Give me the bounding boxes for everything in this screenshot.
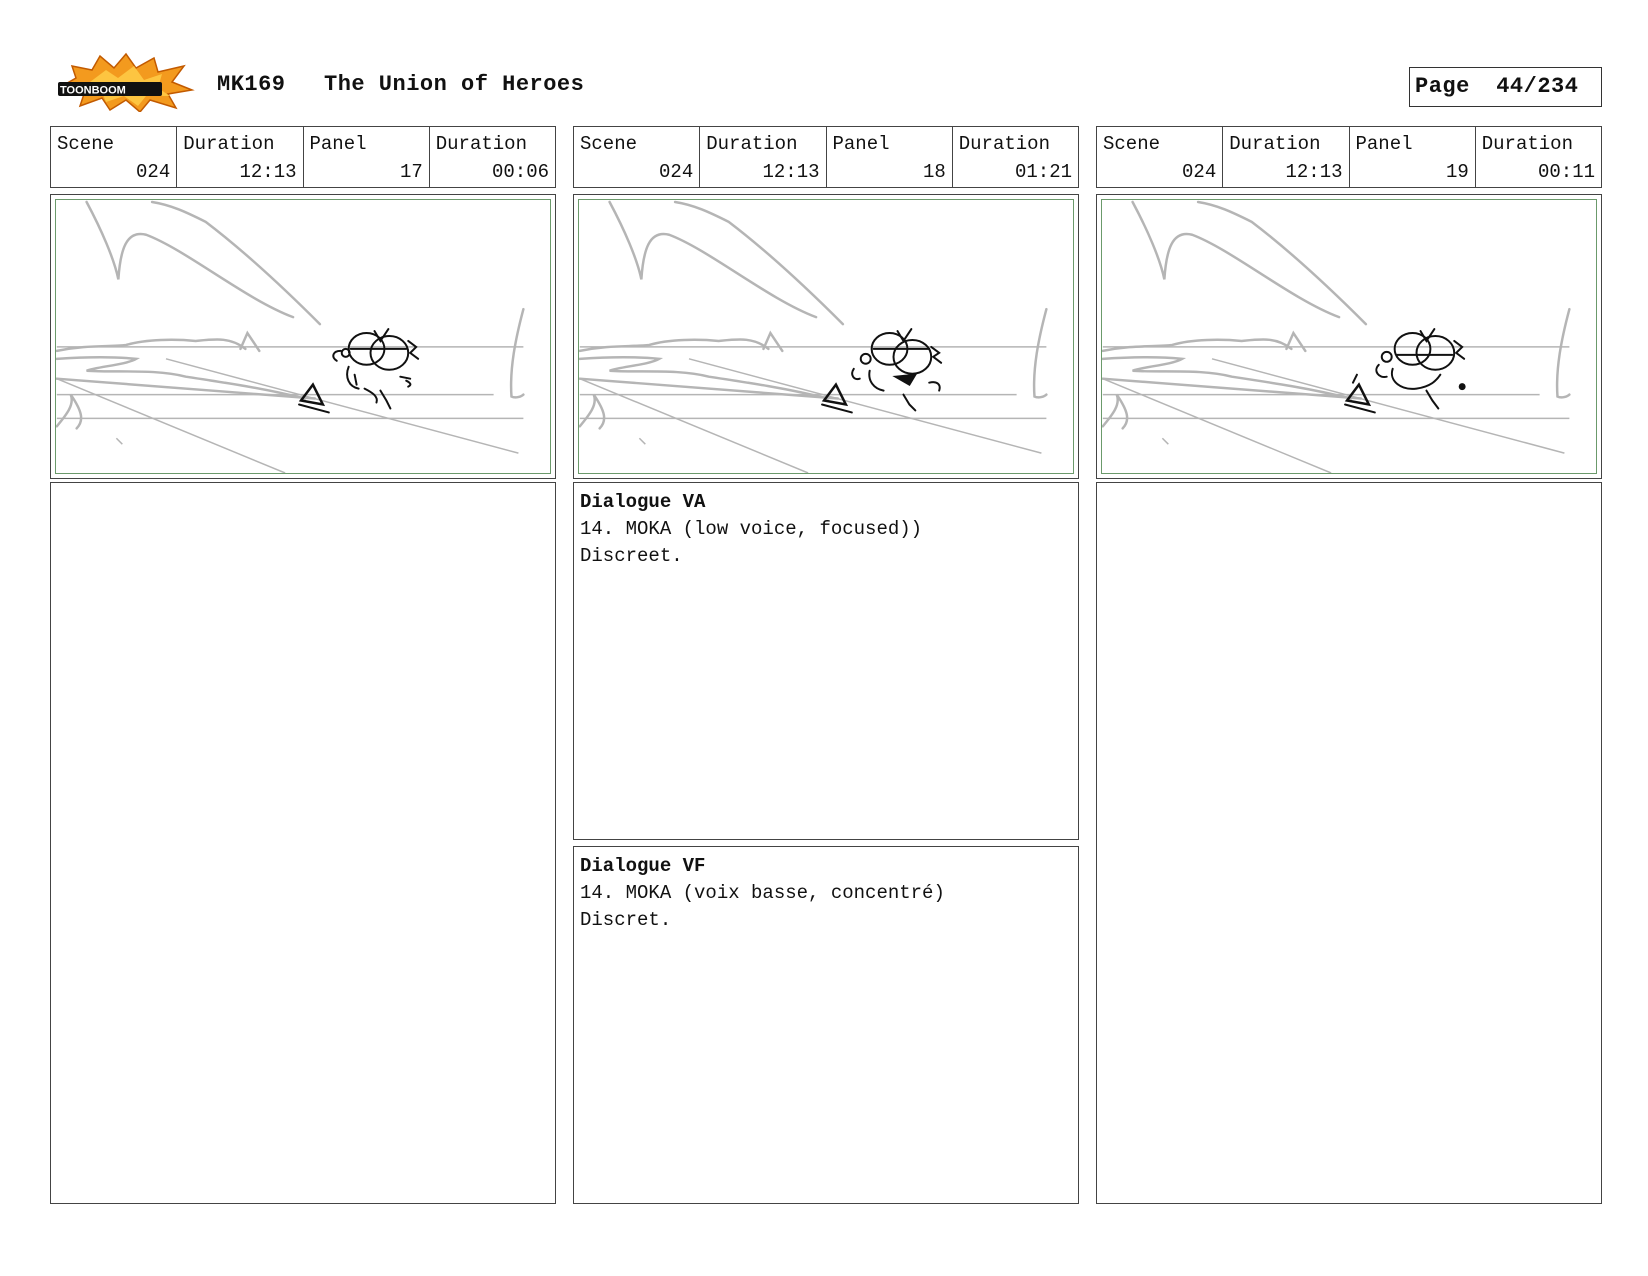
scene-number: 024 xyxy=(1182,161,1217,183)
project-code: MK169 xyxy=(217,72,286,97)
panel-column-18 xyxy=(573,126,1079,931)
panel-label: Panel xyxy=(309,133,367,155)
sketch-drawing xyxy=(578,199,1074,474)
toonboom-logo xyxy=(54,52,196,112)
page-number: 44/234 xyxy=(1496,74,1579,99)
scene-label: Scene xyxy=(580,133,638,155)
project-title: The Union of Heroes xyxy=(324,72,585,97)
storyboard-frame[interactable] xyxy=(573,194,1079,479)
dialogue-va-heading: Dialogue VA xyxy=(580,491,706,513)
scene-number: 024 xyxy=(136,161,171,183)
panel-label: Panel xyxy=(1355,133,1413,155)
panel-duration: 00:06 xyxy=(491,161,549,183)
dialogue-vf-box xyxy=(573,846,1079,1204)
panel-column-19 xyxy=(1096,126,1602,479)
panel-duration-label: Duration xyxy=(958,133,1050,155)
sketch-drawing xyxy=(1101,199,1597,474)
scene-number: 024 xyxy=(659,161,694,183)
storyboard-frame[interactable] xyxy=(50,194,556,479)
dialogue-vf-line: 14. MOKA (voix basse, concentré) xyxy=(580,882,945,904)
panel-number: 17 xyxy=(399,161,423,183)
dialogue-va-line: Discreet. xyxy=(580,545,683,567)
panel-label: Panel xyxy=(832,133,890,155)
panel-info xyxy=(1096,126,1602,188)
panel-number: 18 xyxy=(922,161,946,183)
panel-info xyxy=(50,126,556,188)
scene-duration: 12:13 xyxy=(762,161,820,183)
panel-duration: 00:11 xyxy=(1537,161,1595,183)
scene-duration-label: Duration xyxy=(1229,133,1321,155)
storyboard-frame[interactable] xyxy=(1096,194,1602,479)
dialogue-va-line: 14. MOKA (low voice, focused)) xyxy=(580,518,923,540)
scene-duration: 12:13 xyxy=(239,161,297,183)
svg-text:TOONBOOM: TOONBOOM xyxy=(60,84,126,97)
dialogue-vf-heading: Dialogue VF xyxy=(580,855,706,877)
sketch-drawing xyxy=(55,199,551,474)
notes-box xyxy=(1096,482,1602,1204)
panel-duration: 01:21 xyxy=(1014,161,1072,183)
panel-info xyxy=(573,126,1079,188)
panel-column-17 xyxy=(50,126,556,479)
dialogue-vf-line: Discret. xyxy=(580,909,672,931)
page-indicator xyxy=(1409,67,1602,107)
scene-label: Scene xyxy=(57,133,115,155)
scene-duration-label: Duration xyxy=(183,133,275,155)
notes-box xyxy=(50,482,556,1204)
scene-duration-label: Duration xyxy=(706,133,798,155)
scene-duration: 12:13 xyxy=(1285,161,1343,183)
panel-duration-label: Duration xyxy=(1481,133,1573,155)
page-label: Page xyxy=(1415,74,1470,99)
panel-number: 19 xyxy=(1445,161,1469,183)
dialogue-va-box xyxy=(573,482,1079,840)
panel-duration-label: Duration xyxy=(435,133,527,155)
scene-label: Scene xyxy=(1103,133,1161,155)
